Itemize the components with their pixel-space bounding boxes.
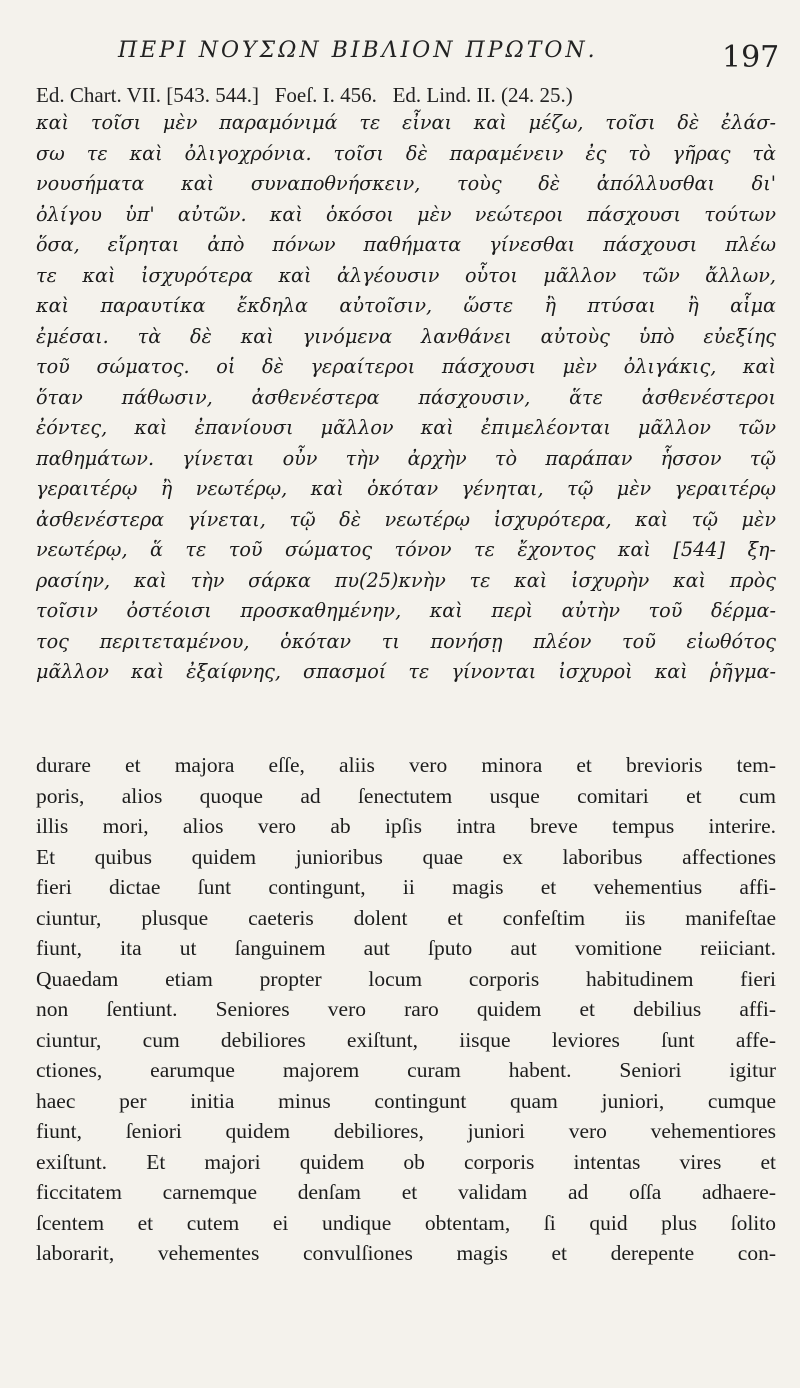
latin-line: durare et majora eſſe, aliis vero minora et brevioris tem- xyxy=(36,753,776,777)
latin-line: poris, alios quoque ad ſenectutem usque comitari et cum xyxy=(36,783,776,808)
latin-line: ctiones, earumque majorem curam habent. Seniori igitur xyxy=(36,1058,776,1082)
latin-line: ſcentem et cutem ei undique obtentam, ſi quid plus ſolito xyxy=(36,1210,776,1235)
greek-line: ρασίην, καὶ τὴν σάρκα πυ(25)κνὴν τε καὶ ἰσχυρὴν καὶ πρὸς xyxy=(36,568,776,592)
latin-line: non ſentiunt. Seniores vero raro quidem et debilius affi- xyxy=(36,997,776,1021)
greek-line: τοῖσιν ὀστέοισι προσκαθημένην, καὶ περὶ αὐτὴν τοῦ δέρμα- xyxy=(36,599,776,622)
greek-line: ὅταν πάθωσιν, ἀσθενέστερα πάσχουσιν, ἅτε ἀσθενέστεροι xyxy=(36,385,776,409)
greek-line: τος περιτεταμένου, ὁκόταν τι πονήσῃ πλέον τοῦ εἰωθότος xyxy=(36,629,776,653)
greek-line: σω τε καὶ ὀλιγοχρόνια. τοῖσι δὲ παραμένειν ἐς τὸ γῆρας τὰ xyxy=(36,141,776,165)
latin-line: haec per initia minus contingunt quam juniori, cumque xyxy=(36,1088,776,1113)
latin-line: Et quibus quidem junioribus quae ex laboribus affectiones xyxy=(36,844,776,869)
page-number: 197 xyxy=(722,40,780,75)
latin-line: fiunt, ita ut ſanguinem aut ſputo aut vomitione reiiciant. xyxy=(36,936,776,960)
greek-line: καὶ τοῖσι μὲν παραμόνιμά τε εἶναι καὶ μέζω, τοῖσι δὲ ἐλάσ- xyxy=(36,111,776,134)
latin-text-block xyxy=(36,750,776,1269)
greek-line: παθημάτων. γίνεται οὖν τὴν ἀρχὴν τὸ παράπαν ἧσσον τῷ xyxy=(36,446,776,470)
greek-text-block xyxy=(36,108,776,688)
latin-line: laborarit, vehementes convulſiones magis et derepente con- xyxy=(36,1241,776,1265)
greek-line: νεωτέρῳ, ἅ τε τοῦ σώματος τόνον τε ἔχοντος καὶ [544] ξη- xyxy=(36,538,776,561)
latin-line: ciuntur, cum debiliores exiſtunt, iisque leviores ſunt affe- xyxy=(36,1027,776,1052)
greek-line: ἐμέσαι. τὰ δὲ καὶ γινόμενα λανθάνει αὐτοὺς ὑπὸ εὐεξίης xyxy=(36,324,776,348)
greek-line: ὀλίγου ὑπ' αὐτῶν. καὶ ὁκόσοι μὲν νεώτεροι πάσχουσι τούτων xyxy=(36,202,776,226)
edition-references: Ed. Chart. VII. [543. 544.] Foeſ. I. 456. Ed. Lind. II. (24. 25.) xyxy=(36,83,573,107)
greek-line: καὶ παραυτίκα ἔκδηλα αὐτοῖσιν, ὥστε ἢ πτύσαι ἢ αἷμα xyxy=(36,294,776,317)
latin-line: ciuntur, plusque caeteris dolent et confeſtim iis manifeſtae xyxy=(36,905,776,930)
greek-line: νουσήματα καὶ συναποθνήσκειν, τοὺς δὲ ἀπόλλυσθαι δι' xyxy=(36,172,776,195)
latin-line: fieri dictae ſunt contingunt, ii magis et vehementius affi- xyxy=(36,875,776,899)
greek-line: τε καὶ ἰσχυρότερα καὶ ἀλγέουσιν οὗτοι μᾶλλον τῶν ἄλλων, xyxy=(36,263,776,287)
latin-line: Quaedam etiam propter locum corporis habitudinem fieri xyxy=(36,966,776,991)
running-head: ΠΕΡΙ ΝΟΥΣΩΝ ΒΙΒΛΙΟΝ ΠΡΩΤΟΝ. xyxy=(118,38,598,63)
latin-line: ficcitatem carnemque denſam et validam ad oſſa adhaere- xyxy=(36,1180,776,1204)
greek-line: ἐόντες, καὶ ἐπανίουσι μᾶλλον καὶ ἐπιμελέονται μᾶλλον τῶν xyxy=(36,416,776,439)
greek-line: ἀσθενέστερα γίνεται, τῷ δὲ νεωτέρῳ ἰσχυρότερα, καὶ τῷ μὲν xyxy=(36,507,776,531)
latin-line: illis mori, alios vero ab ipſis intra breve tempus interire. xyxy=(36,814,776,838)
latin-line: exiſtunt. Et majori quidem ob corporis intentas vires et xyxy=(36,1149,776,1174)
greek-line: ὅσα, εἴρηται ἀπὸ πόνων παθήματα γίνεσθαι πάσχουσι πλέω xyxy=(36,233,776,256)
greek-line: τοῦ σώματος. οἱ δὲ γεραίτεροι πάσχουσι μὲν ὀλιγάκις, καὶ xyxy=(36,355,776,378)
greek-line: μᾶλλον καὶ ἐξαίφνης, σπασμοί τε γίνονται ἰσχυροὶ καὶ ῥῆγμα- xyxy=(36,660,776,683)
latin-line: fiunt, ſeniori quidem debiliores, juniori vero vehementiores xyxy=(36,1119,776,1143)
greek-line: γεραιτέρῳ ἢ νεωτέρῳ, καὶ ὁκόταν γένηται, τῷ μὲν γεραιτέρῳ xyxy=(36,477,776,500)
